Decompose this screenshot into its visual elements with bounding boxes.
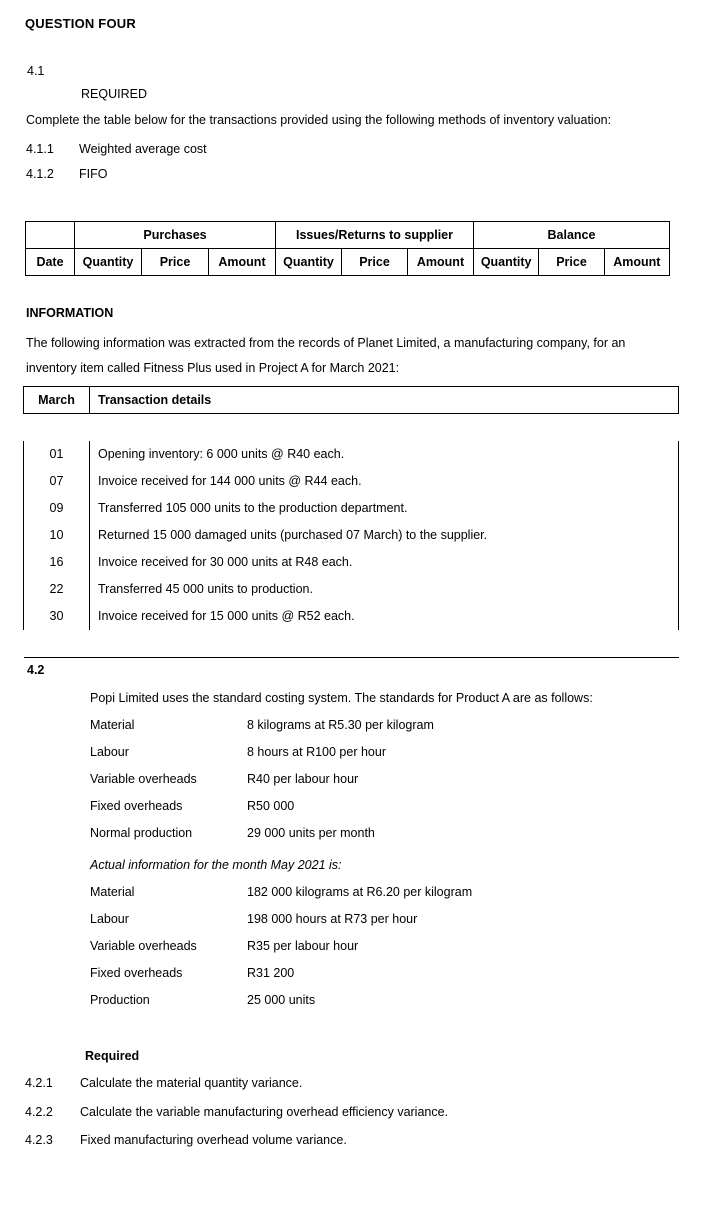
cell-date: 22 <box>24 576 90 603</box>
cell-date: 30 <box>24 603 90 630</box>
actuals-row-fixed-overheads <box>90 966 650 993</box>
required-item-label: Calculate the variable manufacturing overhead efficiency variance. <box>80 1105 449 1119</box>
standards-row-fixed-overheads <box>90 799 650 826</box>
section-number-4-1: 4.1 <box>27 64 45 78</box>
required-item-4-2-1 <box>25 1076 302 1091</box>
column-header-balance-quantity: Quantity <box>474 249 539 276</box>
standards-label: Labour <box>90 745 129 759</box>
required-item-number: 4.2.3 <box>25 1133 53 1147</box>
list-item-label: Weighted average cost <box>79 142 207 156</box>
list-item-number: 4.1.1 <box>26 142 54 156</box>
actuals-list <box>90 885 650 1020</box>
actuals-label: Labour <box>90 912 129 926</box>
required-item-4-2-2 <box>25 1105 448 1120</box>
group-header-issues: Issues/Returns to supplier <box>276 222 474 249</box>
standards-value: 29 000 units per month <box>247 826 375 840</box>
group-header-blank <box>26 222 75 249</box>
standards-row-variable-overheads <box>90 772 650 799</box>
list-item-number: 4.1.2 <box>26 167 54 181</box>
cell-date: 09 <box>24 495 90 522</box>
cell-details: Transferred 105 000 units to the production department. <box>90 495 679 522</box>
instruction-text: Complete the table below for the transactions provided using the following methods of inventory valuation: <box>26 113 612 127</box>
table-column-header-row <box>26 249 670 276</box>
column-header-date: Date <box>26 249 75 276</box>
column-header-issues-quantity: Quantity <box>276 249 342 276</box>
cell-details: Opening inventory: 6 000 units @ R40 each. <box>90 441 679 468</box>
table-row <box>24 468 679 495</box>
standards-label: Normal production <box>90 826 193 840</box>
table-row <box>24 576 679 603</box>
standards-list <box>90 718 650 853</box>
table-spacer-row <box>24 414 679 442</box>
standards-label: Fixed overheads <box>90 799 183 813</box>
required-item-label: Fixed manufacturing overhead volume variance. <box>80 1133 347 1147</box>
section-number-4-2: 4.2 <box>27 663 45 677</box>
section-4-2-intro: Popi Limited uses the standard costing system. The standards for Product A are as follows: <box>90 691 593 705</box>
list-item-4-1-2 <box>26 167 107 182</box>
required-heading-4-2: Required <box>85 1049 140 1063</box>
required-item-number: 4.2.2 <box>25 1105 53 1119</box>
actuals-value: 198 000 hours at R73 per hour <box>247 912 418 926</box>
table-group-header-row <box>26 222 670 249</box>
actuals-label: Fixed overheads <box>90 966 183 980</box>
cell-details: Invoice received for 144 000 units @ R44 each. <box>90 468 679 495</box>
actuals-value: 182 000 kilograms at R6.20 per kilogram <box>247 885 473 899</box>
group-header-balance: Balance <box>474 222 670 249</box>
information-paragraph-line-2: inventory item called Fitness Plus used in Project A for March 2021: <box>26 361 400 375</box>
column-header-march: March <box>24 387 90 414</box>
actuals-label: Material <box>90 885 135 899</box>
list-item-label: FIFO <box>79 167 108 181</box>
actual-information-heading: Actual information for the month May 2021 is: <box>90 858 342 872</box>
table-row <box>24 495 679 522</box>
cell-date: 01 <box>24 441 90 468</box>
table-row <box>24 441 679 468</box>
actuals-row-variable-overheads <box>90 939 650 966</box>
standards-value: R40 per labour hour <box>247 772 359 786</box>
column-header-purchases-price: Price <box>142 249 209 276</box>
inventory-valuation-table <box>25 221 670 276</box>
standards-label: Material <box>90 718 135 732</box>
standards-row-material <box>90 718 650 745</box>
standards-row-normal-production <box>90 826 650 853</box>
standards-label: Variable overheads <box>90 772 197 786</box>
standards-value: R50 000 <box>247 799 295 813</box>
information-paragraph-line-1: The following information was extracted from the records of Planet Limited, a manufacturing company, for an <box>26 336 626 350</box>
required-item-4-2-3 <box>25 1133 347 1148</box>
column-header-purchases-quantity: Quantity <box>75 249 142 276</box>
standards-value: 8 kilograms at R5.30 per kilogram <box>247 718 434 732</box>
information-heading: INFORMATION <box>26 306 114 320</box>
standards-row-labour <box>90 745 650 772</box>
cell-details: Transferred 45 000 units to production. <box>90 576 679 603</box>
cell-details: Invoice received for 15 000 units @ R52 each. <box>90 603 679 630</box>
column-header-balance-amount: Amount <box>604 249 669 276</box>
required-item-label: Calculate the material quantity variance. <box>80 1076 303 1090</box>
actuals-value: R35 per labour hour <box>247 939 359 953</box>
column-header-transaction-details: Transaction details <box>90 387 679 414</box>
column-header-issues-amount: Amount <box>408 249 474 276</box>
table-header-row <box>24 387 679 414</box>
column-header-purchases-amount: Amount <box>209 249 276 276</box>
table-row <box>24 549 679 576</box>
cell-date: 16 <box>24 549 90 576</box>
table-row <box>24 522 679 549</box>
actuals-row-production <box>90 993 650 1020</box>
actuals-label: Production <box>90 993 150 1007</box>
required-heading-4-1: REQUIRED <box>81 87 147 101</box>
actuals-row-labour <box>90 912 650 939</box>
transactions-table <box>23 386 679 658</box>
actuals-label: Variable overheads <box>90 939 197 953</box>
list-item-4-1-1 <box>26 142 207 157</box>
cell-details: Returned 15 000 damaged units (purchased 07 March) to the supplier. <box>90 522 679 549</box>
actuals-row-material <box>90 885 650 912</box>
cell-date: 07 <box>24 468 90 495</box>
column-header-issues-price: Price <box>342 249 408 276</box>
actuals-value: R31 200 <box>247 966 295 980</box>
page-title: QUESTION FOUR <box>25 16 136 31</box>
standards-value: 8 hours at R100 per hour <box>247 745 386 759</box>
required-item-number: 4.2.1 <box>25 1076 53 1090</box>
cell-date: 10 <box>24 522 90 549</box>
actuals-value: 25 000 units <box>247 993 316 1007</box>
cell-details: Invoice received for 30 000 units at R48 each. <box>90 549 679 576</box>
table-spacer-row <box>24 630 679 658</box>
column-header-balance-price: Price <box>539 249 604 276</box>
table-row <box>24 603 679 630</box>
group-header-purchases: Purchases <box>75 222 276 249</box>
